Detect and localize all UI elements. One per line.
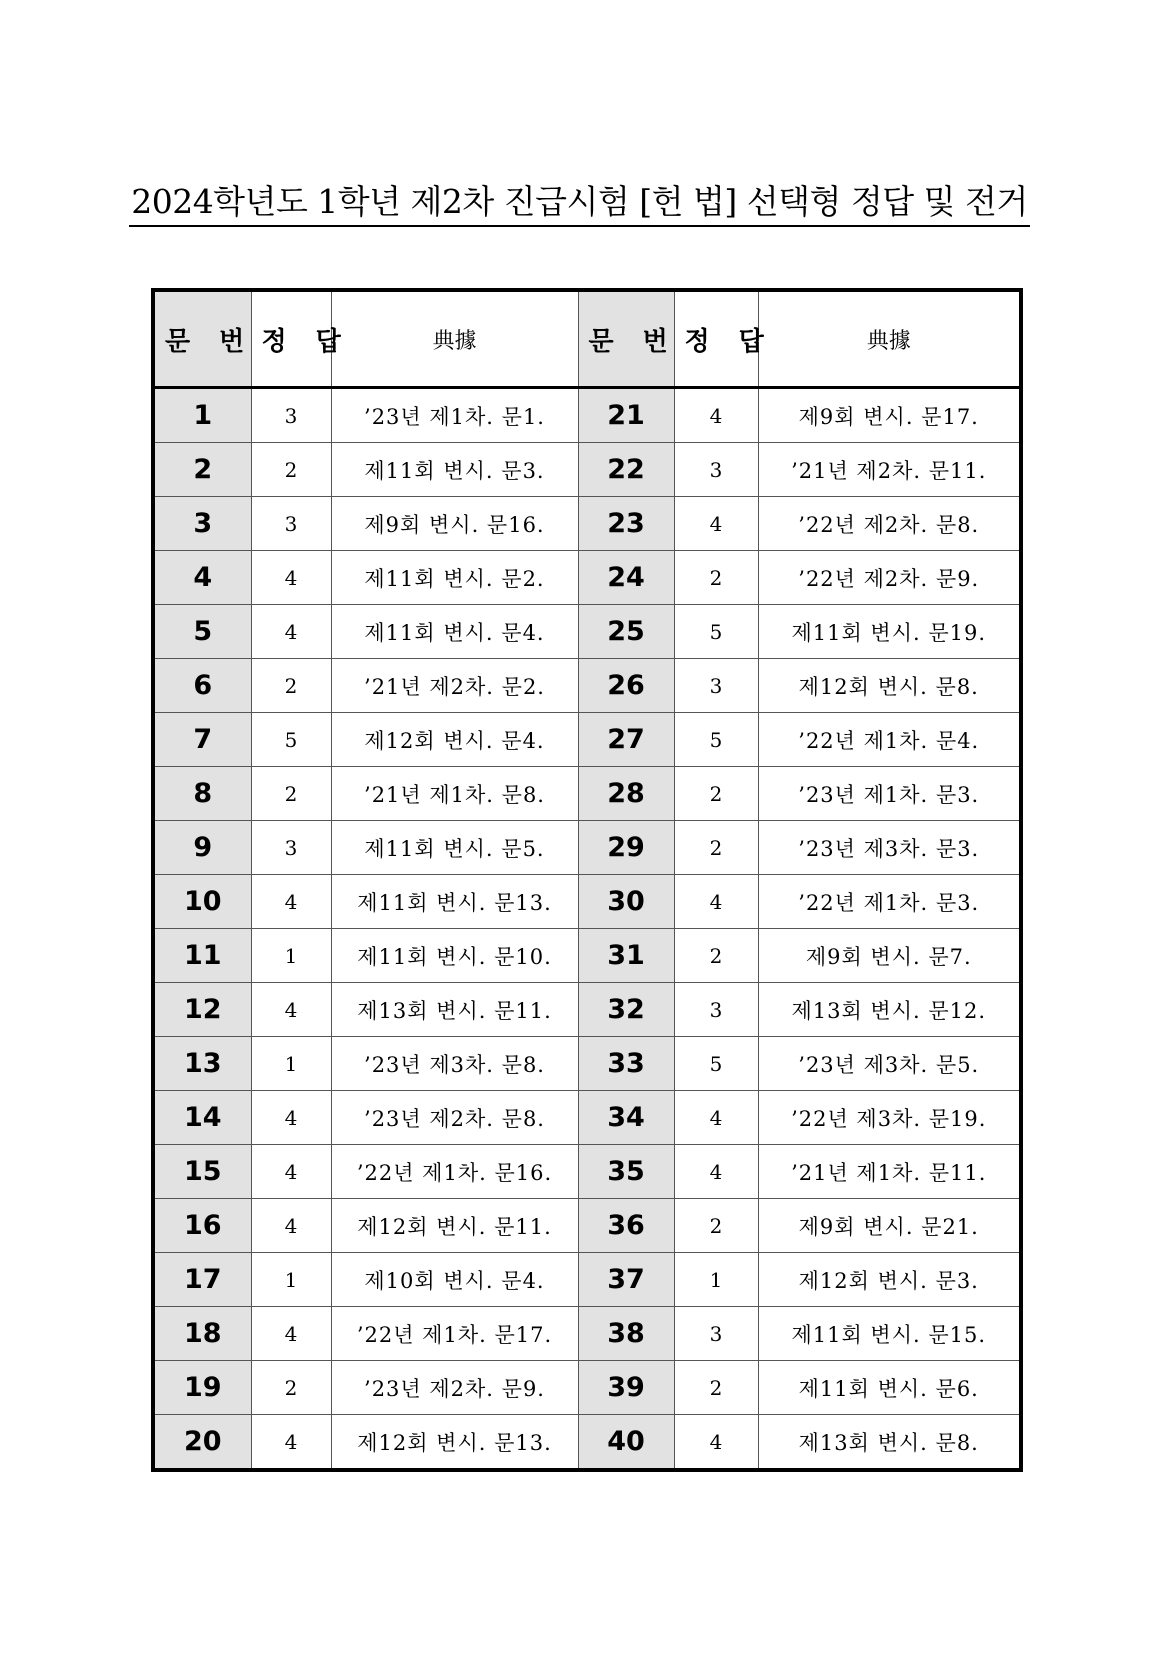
table-header-row <box>153 290 1021 388</box>
question-number: 30 <box>578 875 674 929</box>
answer-value: 2 <box>674 821 758 875</box>
answer-value: 4 <box>674 388 758 443</box>
answer-value: 4 <box>251 983 331 1037</box>
answer-value: 1 <box>251 1253 331 1307</box>
source-reference: ’21년 제1차. 문11. <box>758 1145 1021 1199</box>
source-reference: ’21년 제1차. 문8. <box>331 767 578 821</box>
question-number: 13 <box>153 1037 251 1091</box>
question-number: 5 <box>153 605 251 659</box>
question-number: 40 <box>578 1415 674 1471</box>
table-row <box>153 388 1021 443</box>
question-number: 4 <box>153 551 251 605</box>
question-number: 14 <box>153 1091 251 1145</box>
source-reference: 제11회 변시. 문2. <box>331 551 578 605</box>
answer-value: 4 <box>674 875 758 929</box>
answer-value: 2 <box>674 1199 758 1253</box>
question-number: 27 <box>578 713 674 767</box>
source-reference: ’23년 제3차. 문5. <box>758 1037 1021 1091</box>
answer-value: 5 <box>251 713 331 767</box>
table-row <box>153 1091 1021 1145</box>
source-reference: 제11회 변시. 문6. <box>758 1361 1021 1415</box>
source-reference: 제11회 변시. 문3. <box>331 443 578 497</box>
source-reference: 제12회 변시. 문13. <box>331 1415 578 1471</box>
table-row <box>153 1415 1021 1471</box>
source-reference: 제13회 변시. 문12. <box>758 983 1021 1037</box>
header-question-number: 문 번 <box>153 290 251 388</box>
question-number: 23 <box>578 497 674 551</box>
table-row <box>153 1361 1021 1415</box>
source-reference: 제11회 변시. 문13. <box>331 875 578 929</box>
header-answer-2: 정 답 <box>674 290 758 388</box>
question-number: 10 <box>153 875 251 929</box>
question-number: 26 <box>578 659 674 713</box>
source-reference: 제9회 변시. 문16. <box>331 497 578 551</box>
question-number: 39 <box>578 1361 674 1415</box>
table-row <box>153 821 1021 875</box>
source-reference: 제11회 변시. 문5. <box>331 821 578 875</box>
table-row <box>153 1307 1021 1361</box>
answer-value: 3 <box>674 983 758 1037</box>
answer-value: 4 <box>251 1415 331 1471</box>
source-reference: ’23년 제2차. 문9. <box>331 1361 578 1415</box>
question-number: 8 <box>153 767 251 821</box>
question-number: 37 <box>578 1253 674 1307</box>
table-row <box>153 1253 1021 1307</box>
table-row <box>153 875 1021 929</box>
table-row <box>153 713 1021 767</box>
table-row <box>153 983 1021 1037</box>
answer-value: 3 <box>251 821 331 875</box>
table-row <box>153 551 1021 605</box>
answer-value: 3 <box>674 443 758 497</box>
answer-value: 4 <box>251 1307 331 1361</box>
source-reference: 제12회 변시. 문8. <box>758 659 1021 713</box>
question-number: 36 <box>578 1199 674 1253</box>
source-reference: ’22년 제2차. 문9. <box>758 551 1021 605</box>
answer-value: 4 <box>251 605 331 659</box>
question-number: 19 <box>153 1361 251 1415</box>
source-reference: ’23년 제2차. 문8. <box>331 1091 578 1145</box>
source-reference: ’22년 제2차. 문8. <box>758 497 1021 551</box>
answer-value: 4 <box>251 1091 331 1145</box>
question-number: 18 <box>153 1307 251 1361</box>
source-reference: ’21년 제2차. 문2. <box>331 659 578 713</box>
question-number: 1 <box>153 388 251 443</box>
answer-value: 4 <box>251 1199 331 1253</box>
table-row <box>153 443 1021 497</box>
answer-value: 4 <box>251 1145 331 1199</box>
answer-value: 4 <box>674 497 758 551</box>
question-number: 22 <box>578 443 674 497</box>
question-number: 16 <box>153 1199 251 1253</box>
source-reference: ’22년 제1차. 문3. <box>758 875 1021 929</box>
answer-value: 4 <box>251 875 331 929</box>
question-number: 3 <box>153 497 251 551</box>
answer-value: 1 <box>251 1037 331 1091</box>
question-number: 29 <box>578 821 674 875</box>
answer-value: 2 <box>251 443 331 497</box>
source-reference: 제11회 변시. 문4. <box>331 605 578 659</box>
table-row <box>153 1199 1021 1253</box>
source-reference: 제13회 변시. 문8. <box>758 1415 1021 1471</box>
source-reference: 제12회 변시. 문3. <box>758 1253 1021 1307</box>
source-reference: 제9회 변시. 문7. <box>758 929 1021 983</box>
question-number: 31 <box>578 929 674 983</box>
source-reference: ’23년 제1차. 문3. <box>758 767 1021 821</box>
source-reference: 제12회 변시. 문11. <box>331 1199 578 1253</box>
question-number: 17 <box>153 1253 251 1307</box>
question-number: 12 <box>153 983 251 1037</box>
question-number: 6 <box>153 659 251 713</box>
page-title: 2024학년도 1학년 제2차 진급시험 [헌 법] 선택형 정답 및 전거 <box>0 180 1159 227</box>
source-reference: 제12회 변시. 문4. <box>331 713 578 767</box>
question-number: 33 <box>578 1037 674 1091</box>
table-row <box>153 497 1021 551</box>
header-source-2: 典據 <box>758 290 1021 388</box>
source-reference: ’22년 제1차. 문17. <box>331 1307 578 1361</box>
question-number: 9 <box>153 821 251 875</box>
question-number: 2 <box>153 443 251 497</box>
source-reference: 제11회 변시. 문10. <box>331 929 578 983</box>
header-answer: 정 답 <box>251 290 331 388</box>
source-reference: ’23년 제3차. 문3. <box>758 821 1021 875</box>
table-row <box>153 1145 1021 1199</box>
answer-value: 5 <box>674 713 758 767</box>
answer-value: 3 <box>674 1307 758 1361</box>
source-reference: 제9회 변시. 문21. <box>758 1199 1021 1253</box>
answer-value: 5 <box>674 605 758 659</box>
source-reference: ’22년 제1차. 문4. <box>758 713 1021 767</box>
source-reference: 제9회 변시. 문17. <box>758 388 1021 443</box>
answer-value: 4 <box>674 1091 758 1145</box>
answer-value: 3 <box>251 497 331 551</box>
answer-value: 2 <box>674 1361 758 1415</box>
answer-value: 2 <box>674 929 758 983</box>
answer-value: 4 <box>251 551 331 605</box>
answer-value: 4 <box>674 1415 758 1471</box>
table-row <box>153 767 1021 821</box>
question-number: 11 <box>153 929 251 983</box>
answer-value: 1 <box>251 929 331 983</box>
source-reference: ’21년 제2차. 문11. <box>758 443 1021 497</box>
answer-value: 2 <box>251 659 331 713</box>
source-reference: 제11회 변시. 문19. <box>758 605 1021 659</box>
question-number: 28 <box>578 767 674 821</box>
question-number: 24 <box>578 551 674 605</box>
source-reference: 제10회 변시. 문4. <box>331 1253 578 1307</box>
question-number: 35 <box>578 1145 674 1199</box>
answer-value: 1 <box>674 1253 758 1307</box>
question-number: 25 <box>578 605 674 659</box>
answer-value: 3 <box>674 659 758 713</box>
answer-value: 2 <box>251 1361 331 1415</box>
table-row <box>153 1037 1021 1091</box>
question-number: 38 <box>578 1307 674 1361</box>
answer-value: 2 <box>251 767 331 821</box>
source-reference: 제11회 변시. 문15. <box>758 1307 1021 1361</box>
source-reference: ’23년 제1차. 문1. <box>331 388 578 443</box>
question-number: 7 <box>153 713 251 767</box>
source-reference: ’23년 제3차. 문8. <box>331 1037 578 1091</box>
header-source: 典據 <box>331 290 578 388</box>
answer-value: 2 <box>674 551 758 605</box>
source-reference: ’22년 제3차. 문19. <box>758 1091 1021 1145</box>
question-number: 20 <box>153 1415 251 1471</box>
question-number: 34 <box>578 1091 674 1145</box>
answer-table <box>151 288 1023 1472</box>
source-reference: 제13회 변시. 문11. <box>331 983 578 1037</box>
answer-value: 3 <box>251 388 331 443</box>
table-row <box>153 929 1021 983</box>
answer-value: 2 <box>674 767 758 821</box>
question-number: 15 <box>153 1145 251 1199</box>
question-number: 21 <box>578 388 674 443</box>
source-reference: ’22년 제1차. 문16. <box>331 1145 578 1199</box>
question-number: 32 <box>578 983 674 1037</box>
header-question-number-2: 문 번 <box>578 290 674 388</box>
answer-value: 5 <box>674 1037 758 1091</box>
answer-value: 4 <box>674 1145 758 1199</box>
table-row <box>153 659 1021 713</box>
table-row <box>153 605 1021 659</box>
